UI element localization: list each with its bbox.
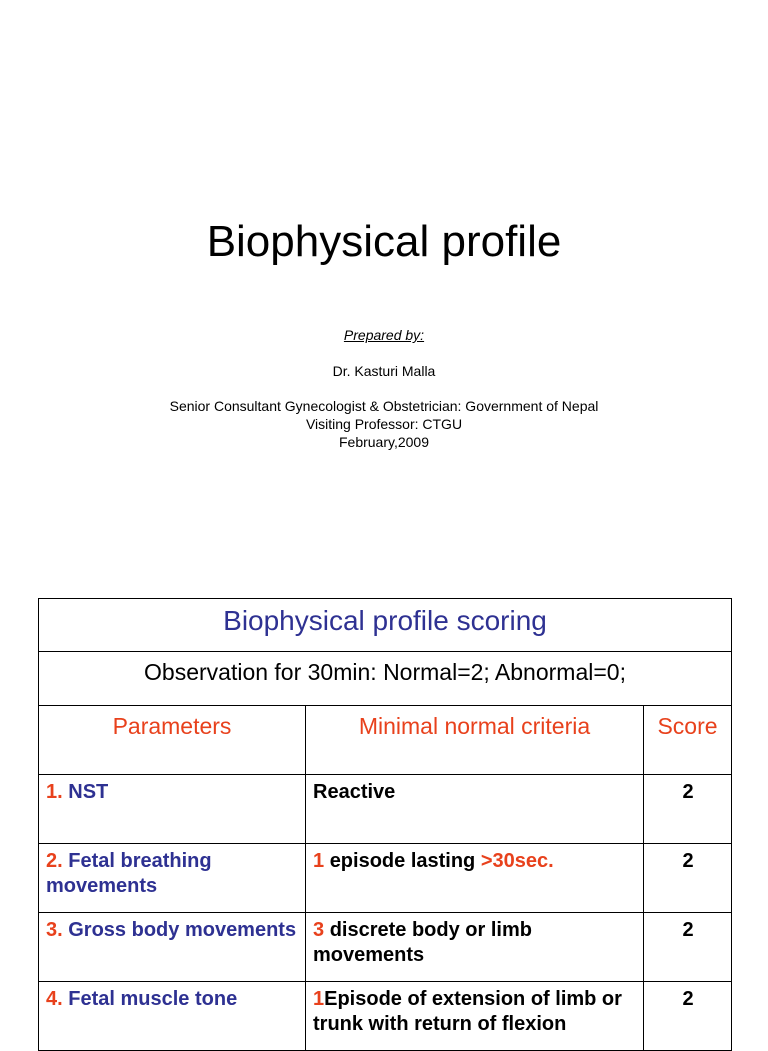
parameter-cell — [39, 913, 306, 982]
observation-note: Observation for 30min: Normal=2; Abnormal=0; — [39, 652, 732, 706]
criteria-count: 1 — [313, 850, 325, 872]
table-row — [39, 844, 732, 913]
parameter-name: Fetal breathing movements — [46, 850, 212, 897]
criteria-cell — [306, 982, 644, 1051]
parameter-number: 1. — [46, 781, 63, 803]
parameter-name: Fetal muscle tone — [68, 988, 238, 1010]
parameter-name: NST — [68, 781, 109, 803]
parameter-cell — [39, 775, 306, 844]
parameter-number: 4. — [46, 988, 63, 1010]
prepared-by-label: Prepared by: — [343, 327, 425, 343]
slide-title: Biophysical profile — [206, 217, 562, 266]
score-value: 2 — [644, 775, 732, 844]
score-value: 2 — [644, 913, 732, 982]
parameter-number: 2. — [46, 850, 63, 872]
parameter-cell — [39, 982, 306, 1051]
criteria-duration: >30sec. — [480, 850, 554, 872]
table-caption: Biophysical profile scoring — [39, 599, 732, 652]
scoring-table — [38, 598, 732, 1051]
parameter-cell — [39, 844, 306, 913]
criteria-text: episode lasting — [329, 850, 476, 872]
criteria-cell — [306, 844, 644, 913]
criteria-count: 3 — [313, 919, 325, 941]
table-row — [39, 775, 732, 844]
table-row — [39, 913, 732, 982]
criteria-text: discrete body or limb movements — [313, 919, 532, 966]
parameter-name: Gross body movements — [68, 919, 297, 941]
header-parameters: Parameters — [39, 706, 306, 775]
parameter-number: 3. — [46, 919, 63, 941]
presentation-date: February,2009 — [338, 434, 429, 450]
criteria-text: Reactive — [313, 781, 396, 803]
criteria-count: 1 — [313, 988, 325, 1010]
header-criteria: Minimal normal criteria — [306, 706, 644, 775]
criteria-cell — [306, 913, 644, 982]
author-position: Senior Consultant Gynecologist & Obstetrician: Government of Nepal — [169, 398, 599, 414]
author-affiliation: Visiting Professor: CTGU — [305, 416, 463, 432]
header-score: Score — [644, 706, 732, 775]
score-value: 2 — [644, 844, 732, 913]
author-name: Dr. Kasturi Malla — [332, 363, 436, 379]
criteria-cell — [306, 775, 644, 844]
criteria-text: Episode of extension of limb or trunk with return of flexion — [313, 988, 622, 1035]
score-value: 2 — [644, 982, 732, 1051]
table-row — [39, 982, 732, 1051]
